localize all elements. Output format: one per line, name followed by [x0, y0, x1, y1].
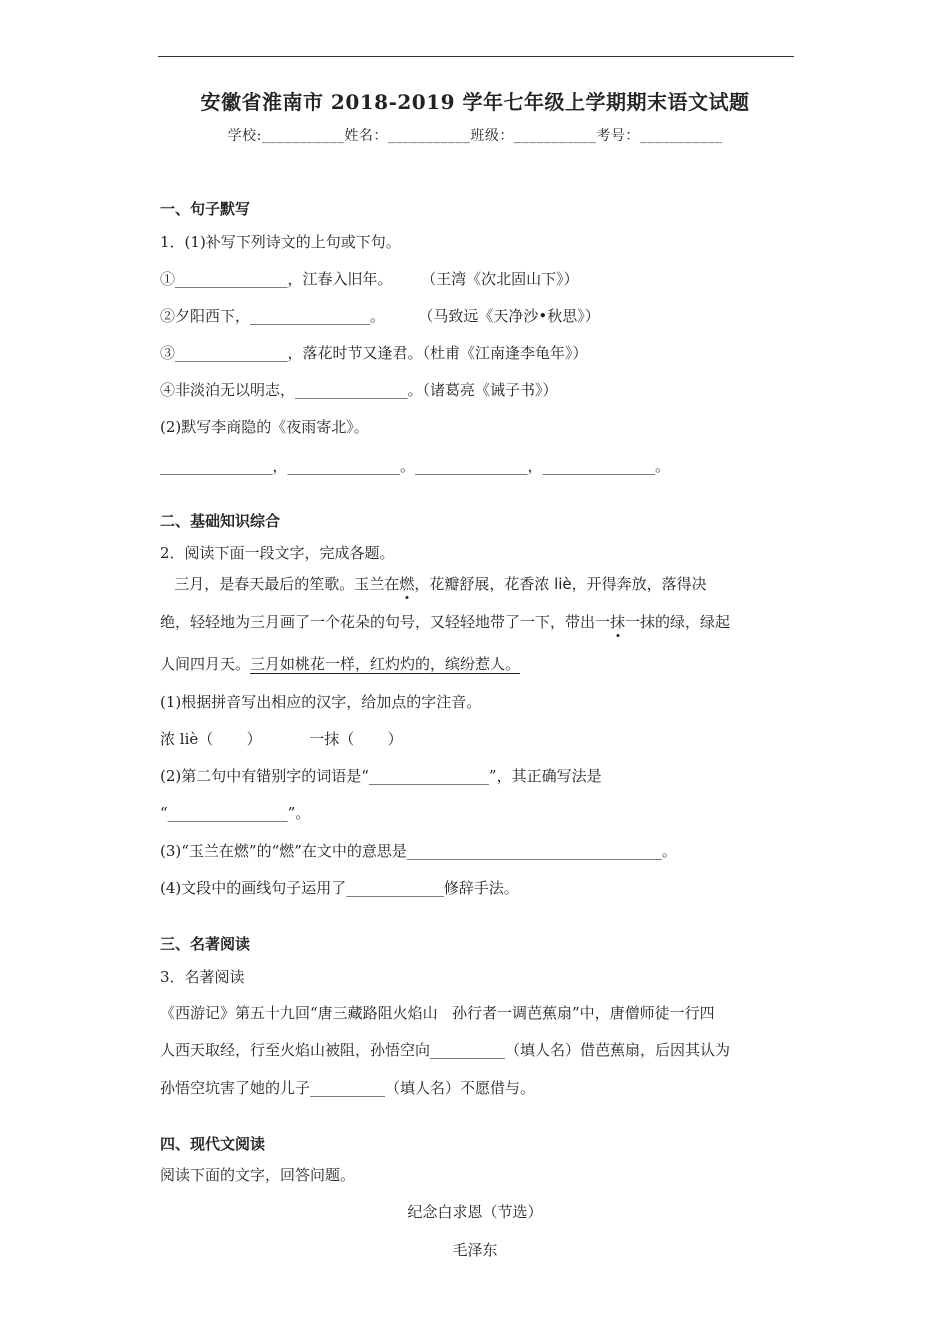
passage-line-1-b: ，花瓣舒展，花香浓 liè，开得奔放，落得决 — [414, 575, 707, 593]
q3-line-1: 《西游记》第五十九回“唐三藏路阻火焰山 孙行者一调芭蕉扇”中，唐僧师徒一行四 — [160, 1004, 715, 1022]
question-2-prompt: 2．阅读下面一段文字，完成各题。 — [160, 544, 395, 562]
q3-line-3: 孙悟空坑害了她的儿子__________（填人名）不愿借与。 — [160, 1079, 536, 1097]
section-2-heading: 二、基础知识综合 — [160, 512, 281, 530]
q2-sub1: (1)根据拼音写出相应的汉字，给加点的字注音。 — [160, 693, 482, 711]
question-3-prompt: 3．名著阅读 — [160, 968, 245, 986]
passage-line-1-a: 三月，是春天最后的笙歌。玉兰在 — [160, 575, 400, 593]
q2-sub4: (4)文段中的画线句子运用了_____________修辞手法。 — [160, 879, 519, 897]
q1-sub2-prompt: (2)默写李商隐的《夜雨寄北》。 — [160, 418, 369, 436]
exam-title: 安徽省淮南市 2018-2019 学年七年级上学期期末语文试题 — [200, 90, 750, 114]
q2-sub2: (2)第二句中有错别字的词语是“________________”，其正确写法是 — [160, 767, 602, 785]
q1-line-4: ④非淡泊无以明志，_______________。（诸葛亮《诫子书》） — [160, 381, 558, 399]
passage-line-3-a: 人间四月天。 — [160, 655, 251, 673]
q1-line-1: ①_______________，江春入旧年。 （王湾《次北固山下》） — [160, 270, 579, 288]
question-4-prompt: 阅读下面的文字，回答问题。 — [160, 1166, 356, 1184]
q2-sub1-answer: 浓 liè（ ） 一抹（ ） — [160, 730, 403, 748]
q1-line-3: ③_______________，落花时节又逢君。（杜甫《江南逢李龟年》） — [160, 344, 588, 362]
article-author: 毛泽东 — [452, 1241, 498, 1259]
q2-sub2-cont: “________________”。 — [160, 804, 311, 822]
underlined-sentence: 三月如桃花一样，红灼灼的，缤纷惹人。 — [250, 655, 521, 673]
passage-line-2-b: 一抹的绿，绿起 — [625, 613, 731, 631]
dotted-char-ran: 燃 — [399, 575, 415, 593]
passage-line-1 — [160, 573, 707, 594]
q2-sub3: (3)“玉兰在燃”的“燃”在文中的意思是__________________________________。 — [160, 842, 677, 860]
top-rule — [158, 56, 794, 57]
section-4-heading: 四、现代文阅读 — [160, 1135, 266, 1153]
q1-line-2: ②夕阳西下，________________。 （马致远《天净沙•秋思》） — [160, 307, 600, 325]
q3-line-2: 人西天取经，行至火焰山被阻，孙悟空向__________（填人名）借芭蕉扇，后因其认为 — [160, 1041, 731, 1059]
question-1-prompt: 1．(1)补写下列诗文的上句或下句。 — [160, 233, 401, 251]
passage-line-2 — [160, 611, 730, 632]
passage-line-3 — [160, 653, 520, 674]
passage-line-2-a: 绝，轻轻地为三月画了一个花朵的句号，又轻轻地带了一下，带出一 — [160, 613, 611, 631]
section-3-heading: 三、名著阅读 — [160, 935, 251, 953]
article-title: 纪念白求恩（节选） — [407, 1203, 543, 1221]
dotted-char-mo: 抹 — [610, 613, 626, 631]
student-info-line: 学校:___________姓名：___________班级：___________考号：___________ — [227, 128, 723, 144]
q1-answer-blanks: _______________，_______________。_______________，_______________。 — [160, 457, 671, 475]
section-1-heading: 一、句子默写 — [160, 200, 251, 218]
